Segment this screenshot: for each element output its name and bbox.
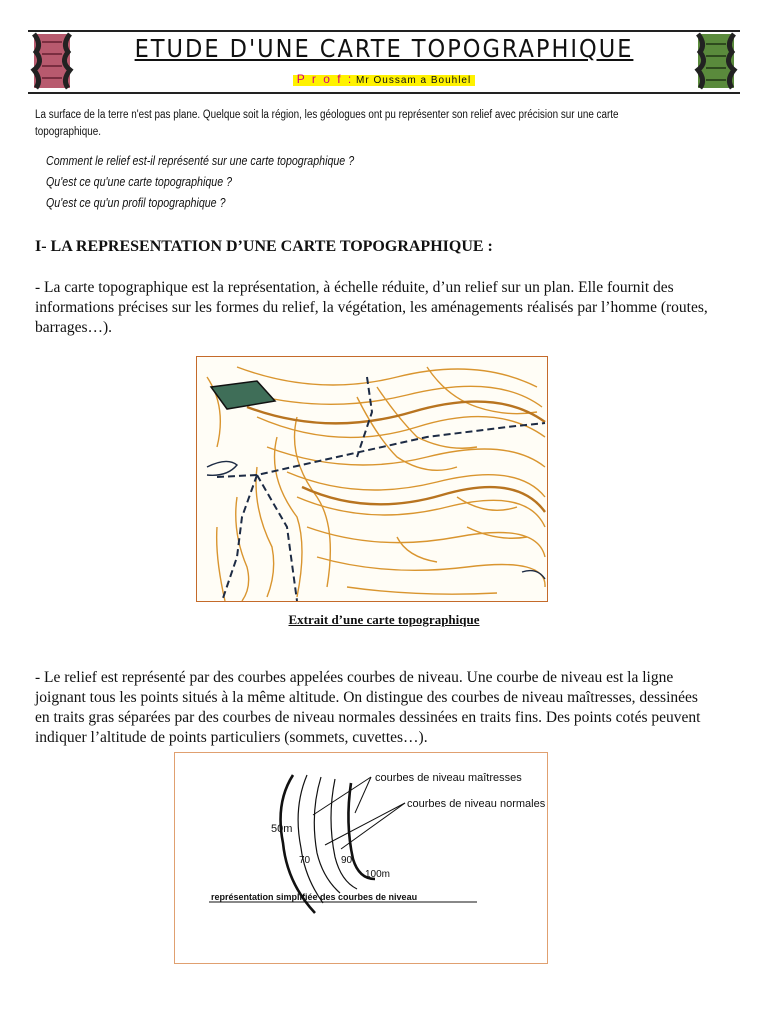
contour-line-normal (331, 779, 357, 889)
label-master-contours: courbes de niveau maîtresses (375, 772, 522, 784)
question-item: Comment le relief est-il représenté sur une carte topographique ? (46, 153, 355, 168)
altitude-label: 50m (271, 823, 293, 835)
altitude-label: 70 (299, 855, 311, 866)
author-line (28, 72, 740, 86)
contour-line-normal (298, 775, 323, 903)
contour-map-illustration (197, 357, 547, 601)
question-item: Qu'est ce qu'un profil topographique ? (46, 195, 226, 210)
label-normal-contours: courbes de niveau normales (407, 798, 546, 810)
prof-name: Mr Oussam a Bouhlel (356, 75, 472, 86)
altitude-label: 100m (365, 869, 391, 880)
contour-diagram-illustration (175, 753, 547, 963)
diagram-caption: représentation simplifiée des courbes de niveau (211, 892, 418, 902)
question-item: Qu'est ce qu'une carte topographique ? (46, 174, 233, 189)
map-caption: Extrait d’une carte topographique (288, 612, 480, 627)
decorative-scroll-icon (692, 30, 740, 92)
contour-line-normal (314, 777, 340, 893)
altitude-label: 90 (341, 855, 353, 866)
page-title: ETUDE D'UNE CARTE TOPOGRAPHIQUE (134, 34, 634, 63)
paragraph-contour-lines: - Le relief est représenté par des courbes appelées courbes de niveau. Une courbe de niveau est la ligne joignant tous les points situés à la même altitude. On distingue des courbes de niveau maîtresses, dessinées en traits gras séparées par des courbes de niveau normales dessinées en traits fins. Des points cotés peuvent indiquer l’altitude de points particuliers (sommets, cuvettes…). (35, 669, 701, 746)
intro-text: La surface de la terre n'est pas plane. Quelque soit la région, les géologues ont pu représenter son relief avec précision sur une carte topographique. (35, 109, 619, 138)
question-list (46, 150, 354, 213)
page-header (28, 30, 740, 94)
paragraph-definition: - La carte topographique est la représentation, à échelle réduite, d’un relief sur un plan. Elle fournit des informations précises sur les formes du relief, la végétation, les aménagements réalisés par l’homme (routes, barrages…). (35, 279, 708, 336)
prof-label: P r o f : (296, 72, 354, 86)
contour-lines-diagram (174, 752, 548, 964)
topographic-map-image (196, 356, 548, 602)
section-title: I- LA REPRESENTATION D’UNE CARTE TOPOGRAPHIQUE : (35, 238, 493, 255)
